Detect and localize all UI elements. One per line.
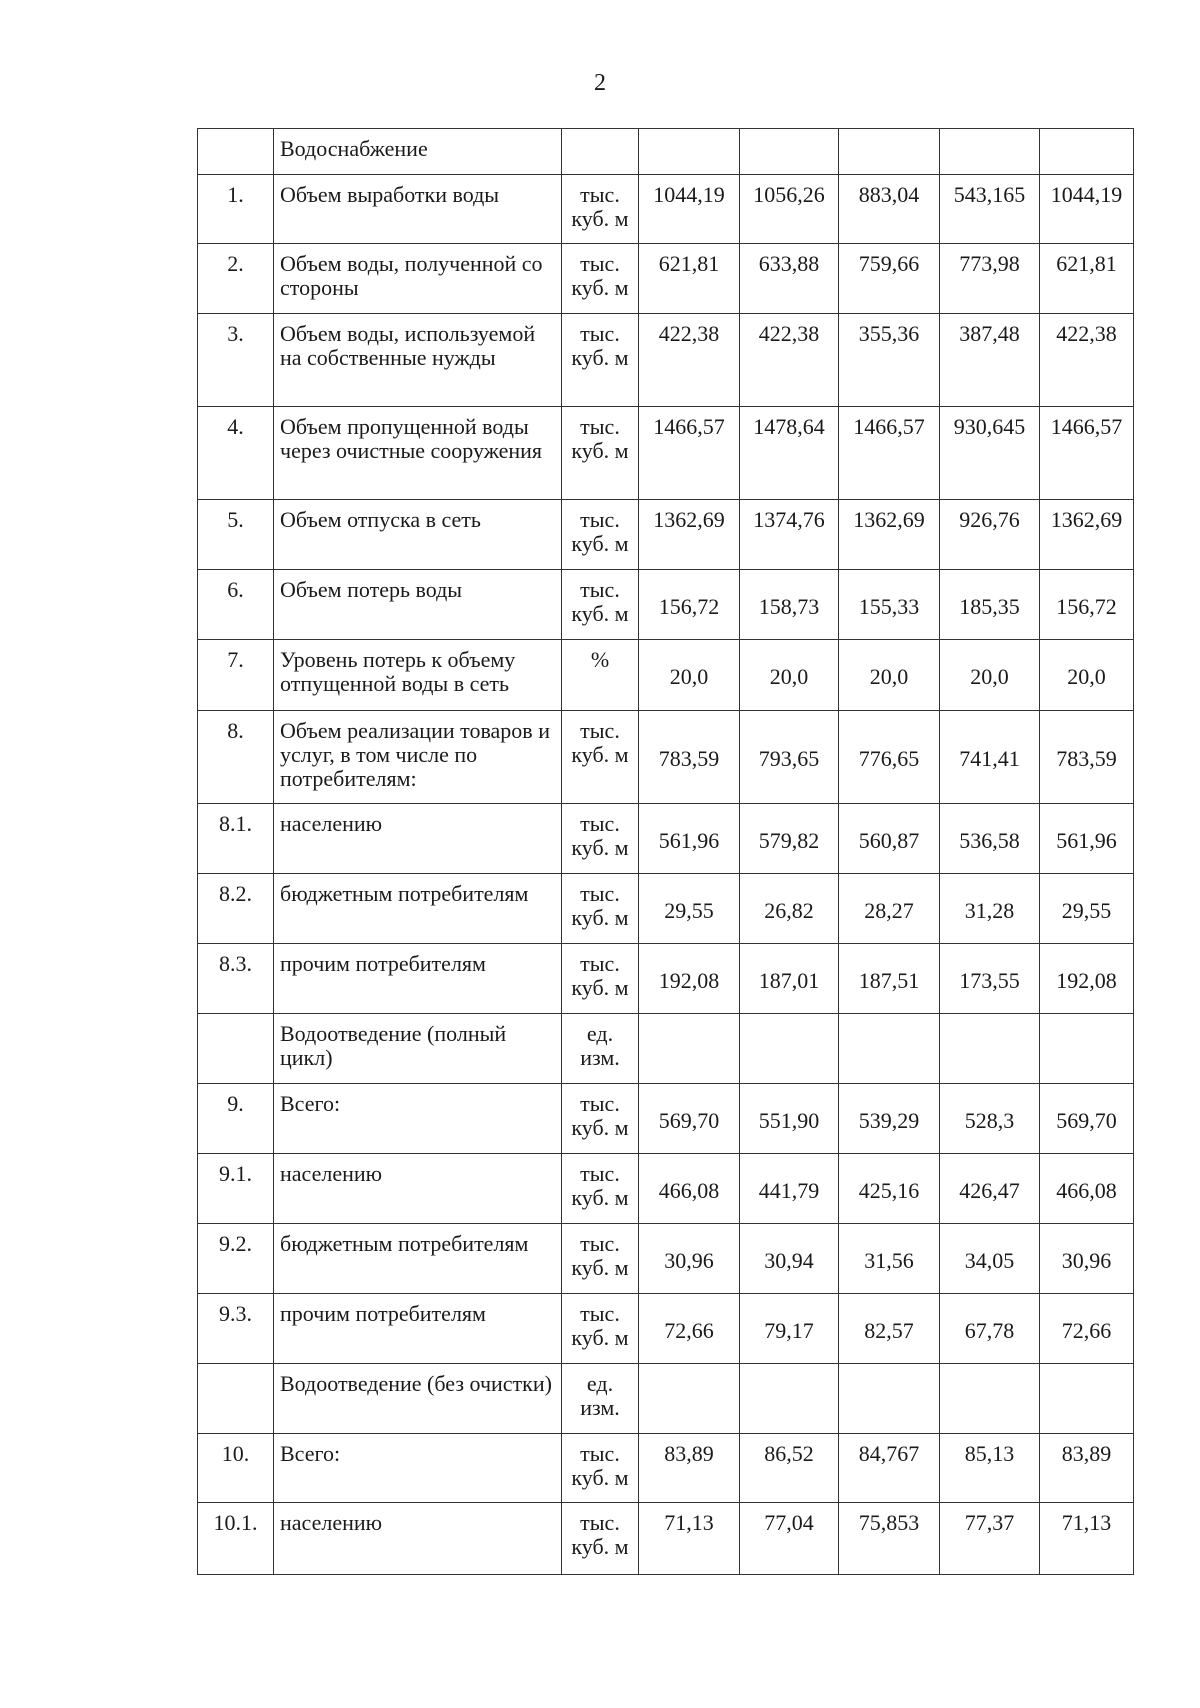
row-name: Объем пропущенной воды через очистные сооружения [274, 407, 562, 500]
table-row [198, 1364, 1134, 1434]
value-cell [1040, 1014, 1134, 1084]
table-row [198, 1294, 1134, 1364]
value-cell: 72,66 [639, 1294, 740, 1364]
row-name: бюджетным потребителям [274, 1224, 562, 1294]
value-cell: 1362,69 [1040, 500, 1134, 570]
value-cell: 84,767 [839, 1434, 940, 1503]
value-cell: 71,13 [1040, 1503, 1134, 1575]
value-cell: 158,73 [740, 570, 839, 640]
value-cell: 30,96 [639, 1224, 740, 1294]
table-row [198, 640, 1134, 711]
table-row [198, 175, 1134, 244]
value-cell: 425,16 [839, 1154, 940, 1224]
value-cell: 1374,76 [740, 500, 839, 570]
value-cell [740, 129, 839, 175]
value-cell: 86,52 [740, 1434, 839, 1503]
row-unit: тыс. куб. м [562, 944, 639, 1014]
value-cell [639, 1364, 740, 1434]
value-cell: 83,89 [1040, 1434, 1134, 1503]
row-name: Объем отпуска в сеть [274, 500, 562, 570]
value-cell: 82,57 [839, 1294, 940, 1364]
value-cell: 30,96 [1040, 1224, 1134, 1294]
table-row [198, 804, 1134, 874]
value-cell: 30,94 [740, 1224, 839, 1294]
value-cell: 83,89 [639, 1434, 740, 1503]
value-cell: 187,51 [839, 944, 940, 1014]
value-cell: 569,70 [1040, 1084, 1134, 1154]
row-number: 10.1. [198, 1503, 274, 1575]
row-name: прочим потребителям [274, 944, 562, 1014]
value-cell: 560,87 [839, 804, 940, 874]
value-cell: 185,35 [940, 570, 1040, 640]
value-cell: 759,66 [839, 244, 940, 314]
value-cell: 422,38 [740, 314, 839, 407]
row-unit [562, 129, 639, 175]
table-row [198, 244, 1134, 314]
value-cell: 466,08 [1040, 1154, 1134, 1224]
value-cell [1040, 129, 1134, 175]
value-cell: 29,55 [639, 874, 740, 944]
value-cell: 783,59 [1040, 711, 1134, 804]
row-number [198, 1014, 274, 1084]
value-cell: 528,3 [940, 1084, 1040, 1154]
row-number: 9. [198, 1084, 274, 1154]
value-cell: 621,81 [639, 244, 740, 314]
row-name: бюджетным потребителям [274, 874, 562, 944]
water-data-table [197, 128, 1134, 1575]
table-row [198, 1434, 1134, 1503]
row-number: 8.3. [198, 944, 274, 1014]
value-cell: 34,05 [940, 1224, 1040, 1294]
row-unit: тыс. куб. м [562, 1224, 639, 1294]
row-number: 8.1. [198, 804, 274, 874]
value-cell [740, 1364, 839, 1434]
row-unit: тыс. куб. м [562, 1154, 639, 1224]
row-name: Уровень потерь к объему отпущенной воды в сеть [274, 640, 562, 711]
value-cell [839, 1364, 940, 1434]
table-row [198, 1503, 1134, 1575]
row-unit: тыс. куб. м [562, 570, 639, 640]
value-cell: 20,0 [740, 640, 839, 711]
value-cell: 1056,26 [740, 175, 839, 244]
row-unit: тыс. куб. м [562, 1434, 639, 1503]
value-cell: 930,645 [940, 407, 1040, 500]
value-cell: 173,55 [940, 944, 1040, 1014]
table-row [198, 129, 1134, 175]
value-cell: 783,59 [639, 711, 740, 804]
table-row [198, 1084, 1134, 1154]
row-unit: тыс. куб. м [562, 711, 639, 804]
row-unit: тыс. куб. м [562, 874, 639, 944]
value-cell: 67,78 [940, 1294, 1040, 1364]
row-unit: ед. изм. [562, 1014, 639, 1084]
value-cell: 31,28 [940, 874, 1040, 944]
value-cell: 539,29 [839, 1084, 940, 1154]
page-number: 2 [594, 70, 606, 96]
row-unit: % [562, 640, 639, 711]
row-name: Объем реализации товаров и услуг, в том числе по потребителям: [274, 711, 562, 804]
value-cell [1040, 1364, 1134, 1434]
row-name: Объем потерь воды [274, 570, 562, 640]
value-cell: 543,165 [940, 175, 1040, 244]
row-unit: тыс. куб. м [562, 500, 639, 570]
row-number: 7. [198, 640, 274, 711]
table-row [198, 1154, 1134, 1224]
value-cell [639, 1014, 740, 1084]
row-number: 8. [198, 711, 274, 804]
table-row [198, 874, 1134, 944]
value-cell: 1466,57 [1040, 407, 1134, 500]
row-name: прочим потребителям [274, 1294, 562, 1364]
row-number: 1. [198, 175, 274, 244]
value-cell: 355,36 [839, 314, 940, 407]
value-cell: 29,55 [1040, 874, 1134, 944]
value-cell [940, 129, 1040, 175]
value-cell: 20,0 [839, 640, 940, 711]
value-cell [839, 1014, 940, 1084]
value-cell: 422,38 [1040, 314, 1134, 407]
row-name: Водоснабжение [274, 129, 562, 175]
value-cell: 1362,69 [839, 500, 940, 570]
row-number: 4. [198, 407, 274, 500]
row-name: населению [274, 1503, 562, 1575]
value-cell: 156,72 [1040, 570, 1134, 640]
value-cell: 579,82 [740, 804, 839, 874]
value-cell: 1044,19 [639, 175, 740, 244]
row-number: 5. [198, 500, 274, 570]
table-row [198, 944, 1134, 1014]
row-unit: тыс. куб. м [562, 1294, 639, 1364]
value-cell: 192,08 [1040, 944, 1134, 1014]
row-number: 10. [198, 1434, 274, 1503]
table-row [198, 1224, 1134, 1294]
table-row [198, 500, 1134, 570]
row-number: 8.2. [198, 874, 274, 944]
row-name: Объем воды, используемой на собственные нужды [274, 314, 562, 407]
value-cell: 31,56 [839, 1224, 940, 1294]
value-cell: 561,96 [639, 804, 740, 874]
row-number: 6. [198, 570, 274, 640]
value-cell: 551,90 [740, 1084, 839, 1154]
value-cell: 561,96 [1040, 804, 1134, 874]
table-row [198, 570, 1134, 640]
value-cell: 26,82 [740, 874, 839, 944]
value-cell: 156,72 [639, 570, 740, 640]
row-number: 9.3. [198, 1294, 274, 1364]
value-cell: 466,08 [639, 1154, 740, 1224]
row-unit: тыс. куб. м [562, 1084, 639, 1154]
value-cell [740, 1014, 839, 1084]
value-cell: 883,04 [839, 175, 940, 244]
value-cell: 926,76 [940, 500, 1040, 570]
value-cell: 633,88 [740, 244, 839, 314]
value-cell: 776,65 [839, 711, 940, 804]
value-cell: 387,48 [940, 314, 1040, 407]
value-cell: 77,37 [940, 1503, 1040, 1575]
row-name: населению [274, 1154, 562, 1224]
row-number: 9.1. [198, 1154, 274, 1224]
row-unit: ед. изм. [562, 1364, 639, 1434]
row-unit: тыс. куб. м [562, 175, 639, 244]
value-cell: 536,58 [940, 804, 1040, 874]
value-cell: 20,0 [639, 640, 740, 711]
value-cell: 1362,69 [639, 500, 740, 570]
row-number [198, 129, 274, 175]
value-cell: 793,65 [740, 711, 839, 804]
value-cell: 28,27 [839, 874, 940, 944]
row-name: населению [274, 804, 562, 874]
value-cell: 71,13 [639, 1503, 740, 1575]
row-number: 9.2. [198, 1224, 274, 1294]
value-cell: 1044,19 [1040, 175, 1134, 244]
value-cell: 741,41 [940, 711, 1040, 804]
value-cell: 422,38 [639, 314, 740, 407]
row-number: 3. [198, 314, 274, 407]
row-name: Водоотведение (без очистки) [274, 1364, 562, 1434]
value-cell: 621,81 [1040, 244, 1134, 314]
value-cell: 75,853 [839, 1503, 940, 1575]
row-name: Объем выработки воды [274, 175, 562, 244]
row-unit: тыс. куб. м [562, 407, 639, 500]
row-number: 2. [198, 244, 274, 314]
value-cell: 1466,57 [639, 407, 740, 500]
table-row [198, 711, 1134, 804]
row-name: Водоотведение (полный цикл) [274, 1014, 562, 1084]
value-cell: 426,47 [940, 1154, 1040, 1224]
value-cell: 1466,57 [839, 407, 940, 500]
value-cell [940, 1014, 1040, 1084]
value-cell: 192,08 [639, 944, 740, 1014]
value-cell: 187,01 [740, 944, 839, 1014]
table-row [198, 314, 1134, 407]
value-cell: 773,98 [940, 244, 1040, 314]
value-cell: 72,66 [1040, 1294, 1134, 1364]
row-unit: тыс. куб. м [562, 314, 639, 407]
row-unit: тыс. куб. м [562, 244, 639, 314]
table-row [198, 407, 1134, 500]
value-cell: 77,04 [740, 1503, 839, 1575]
value-cell: 85,13 [940, 1434, 1040, 1503]
row-number [198, 1364, 274, 1434]
value-cell: 155,33 [839, 570, 940, 640]
row-name: Всего: [274, 1084, 562, 1154]
value-cell: 441,79 [740, 1154, 839, 1224]
value-cell: 1478,64 [740, 407, 839, 500]
value-cell [940, 1364, 1040, 1434]
row-unit: тыс. куб. м [562, 804, 639, 874]
row-name: Всего: [274, 1434, 562, 1503]
value-cell: 20,0 [1040, 640, 1134, 711]
row-name: Объем воды, полученной со стороны [274, 244, 562, 314]
value-cell: 79,17 [740, 1294, 839, 1364]
table-row [198, 1014, 1134, 1084]
value-cell [639, 129, 740, 175]
row-unit: тыс. куб. м [562, 1503, 639, 1575]
value-cell: 569,70 [639, 1084, 740, 1154]
value-cell [839, 129, 940, 175]
value-cell: 20,0 [940, 640, 1040, 711]
